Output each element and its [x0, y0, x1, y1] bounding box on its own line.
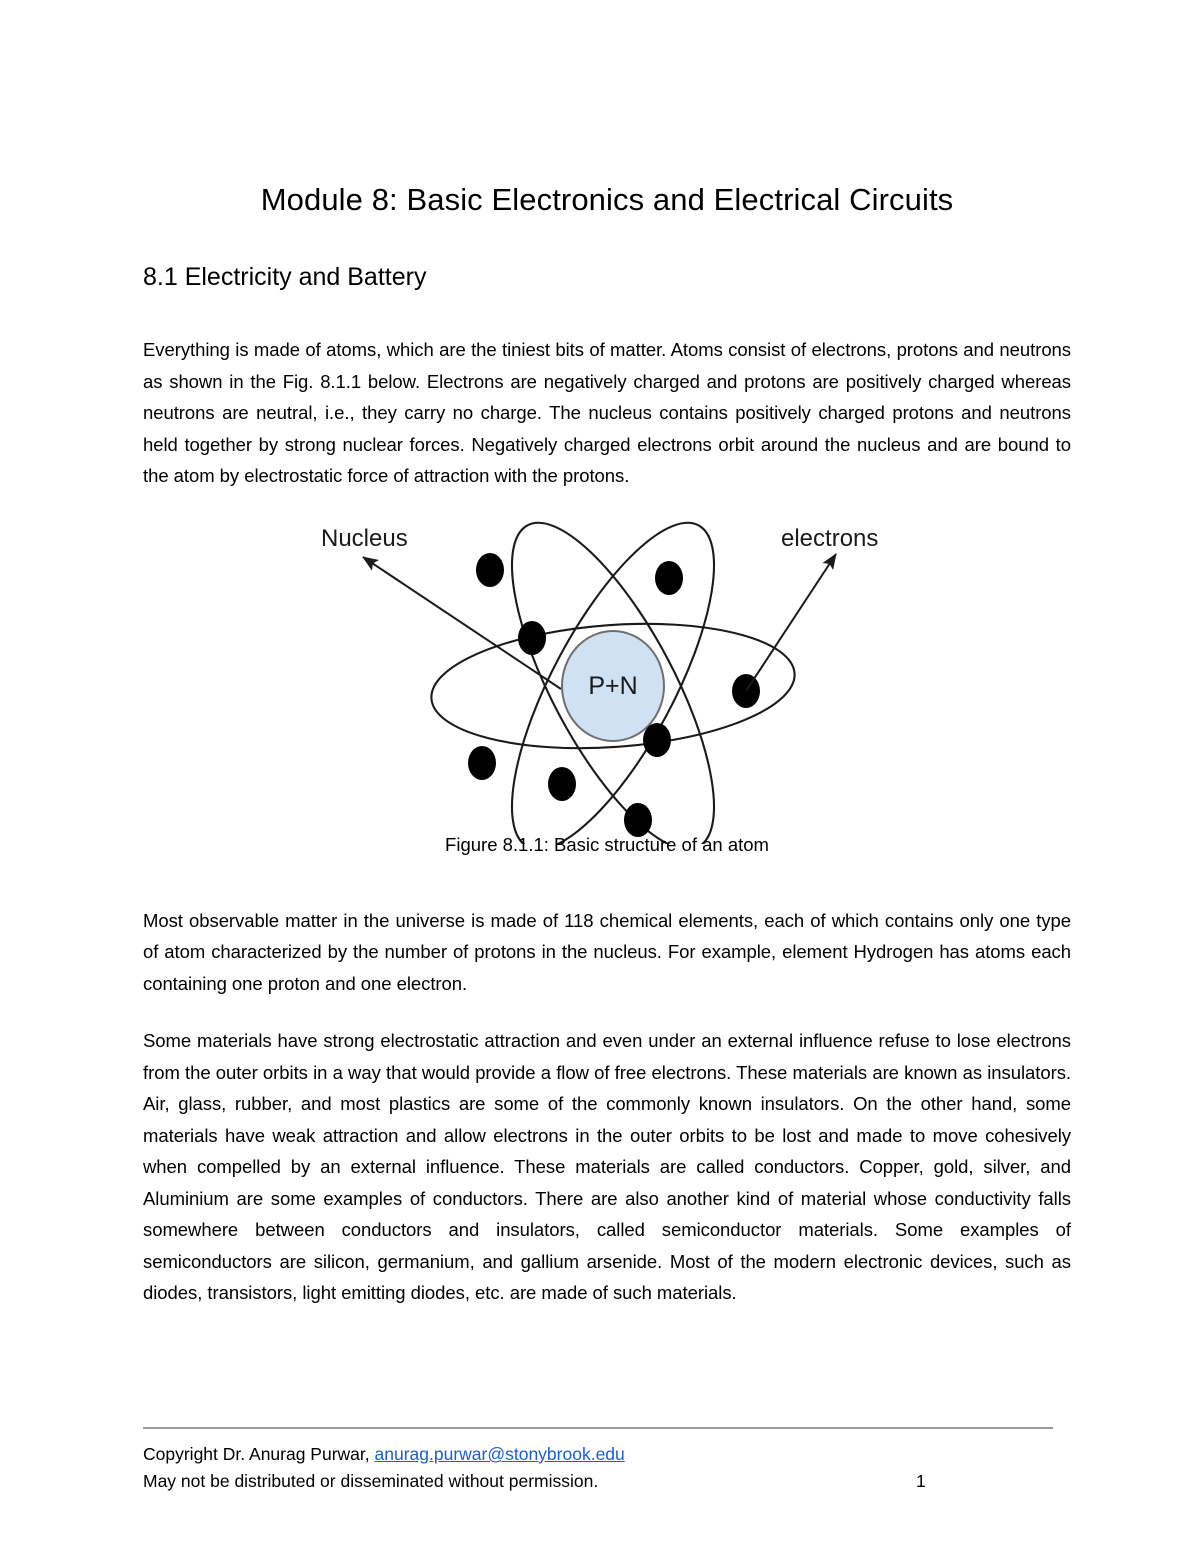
footer-copyright-line: [143, 1441, 1071, 1468]
footer-divider: [143, 1427, 1053, 1429]
electron-dot: [518, 621, 546, 655]
electrons-text-label: electrons: [781, 524, 879, 552]
paragraph-atoms-intro: Everything is made of atoms, which are the tiniest bits of matter. Atoms consist of electrons, protons and neutrons as shown in the Fig. 8.1.1 below. Electrons are negatively charged and protons are positively charged whereas neutrons are neutral, i.e., they carry no charge. The nucleus contains positively charged protons and neutrons held together by strong nuclear forces. Negatively charged electrons orbit around the nucleus and are bound to the atom by electrostatic force of attraction with the protons.: [143, 339, 1071, 487]
author-email-link[interactable]: anurag.purwar@stonybrook.edu: [374, 1444, 625, 1464]
footer-notice-text: May not be distributed or disseminated without permission.: [143, 1471, 599, 1491]
electron-dot: [476, 553, 504, 587]
electron-dot: [643, 723, 671, 757]
electrons-leader-arrow: [746, 554, 836, 691]
figure-8-1-1: [143, 514, 1071, 866]
page-number: 1: [916, 1471, 926, 1491]
electron-dot: [655, 561, 683, 595]
nucleus-text-label: Nucleus: [321, 524, 408, 552]
footer-notice-line: [143, 1468, 1071, 1495]
electron-dot: [548, 767, 576, 801]
figure-caption: Figure 8.1.1: Basic structure of an atom: [445, 833, 769, 855]
document-content: [143, 0, 1071, 1309]
page-footer: [143, 1427, 1071, 1495]
page-title: Module 8: Basic Electronics and Electrical Circuits: [260, 182, 954, 217]
atom-structure-diagram: [303, 514, 923, 844]
paragraph-elements: Most observable matter in the universe is made of 118 chemical elements, each of which contains only one type of atom characterized by the number of protons in the nucleus. For example, element Hydrogen has atoms each containing one proton and one electron.: [143, 909, 1071, 994]
electron-dot: [468, 746, 496, 780]
section-heading-8-1: 8.1 Electricity and Battery: [143, 263, 427, 292]
footer-copyright-text: Copyright Dr. Anurag Purwar,: [143, 1444, 375, 1464]
nucleus-label: P+N: [588, 671, 638, 700]
paragraph-conductors-insulators: Some materials have strong electrostatic attraction and even under an external influence refuse to lose electrons from the outer orbits in a way that would provide a flow of free electrons. These materials are known as insulators. Air, glass, rubber, and most plastics are some of the commonly known insulators. On the other hand, some materials have weak attraction and allow electrons in the outer orbits to be lost and made to move cohesively when compelled by an external influence. These materials are called conductors. Copper, gold, silver, and Aluminium are some examples of conductors. There are also another kind of material whose conductivity falls somewhere between conductors and insulators, called semiconductor materials. Some examples of semiconductors are silicon, germanium, and gallium arsenide. Most of the modern electronic devices, such as diodes, transistors, light emitting diodes, etc. are made of such materials.: [143, 1030, 1071, 1304]
